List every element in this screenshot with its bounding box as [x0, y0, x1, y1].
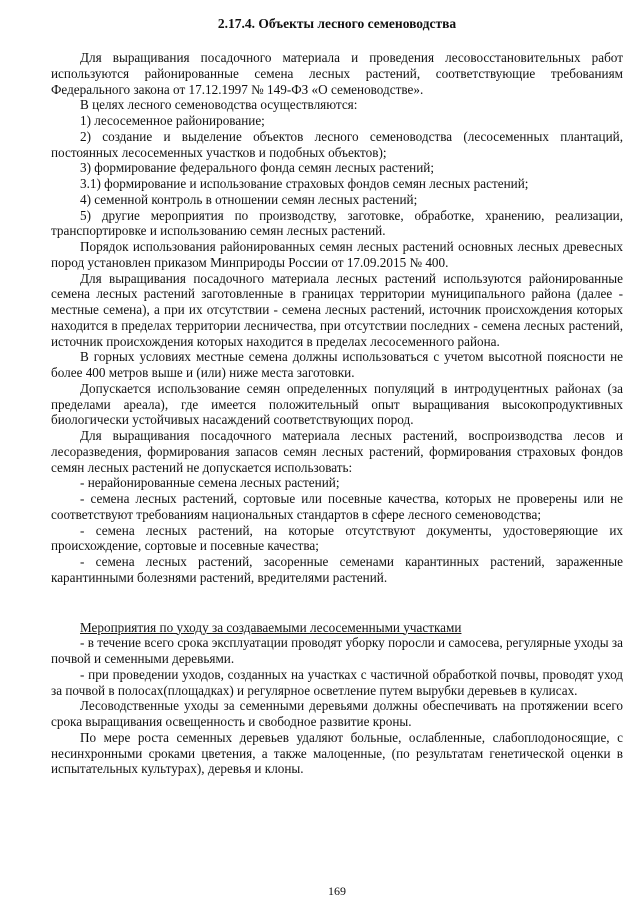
paragraph-group-seed-production: [51, 50, 623, 586]
list-item: - нерайонированные семена лесных растений;: [80, 475, 340, 491]
paragraph: Для выращивания посадочного материала и проведения лесовосстановительных работ используются районированные семена лесных растений, соответствующие требованиям Федерального закона от 17.12.1997 № 149-ФЗ «О семеноводстве».: [51, 50, 623, 97]
paragraph: Для выращивания посадочного материала лесных растений, воспроизводства лесов и лесоразведения, формирования запасов семян лесных растений, формирования страховых фондов семян лесных растений не допускается использовать:: [51, 428, 623, 475]
paragraph: В горных условиях местные семена должны использоваться с учетом высотной поясности не более 400 метров выше и (или) ниже места заготовки.: [51, 349, 623, 380]
section-heading: 2.17.4. Объекты лесного семеноводства: [217, 16, 457, 31]
subsection-heading-text: Мероприятия по уходу за создаваемыми лесосеменными участками: [80, 619, 462, 635]
list-item: - семена лесных растений, засоренные семенами карантинных растений, зараженные карантинными болезнями растений, вредителями растений.: [51, 554, 623, 585]
paragraph: По мере роста семенных деревьев удаляют больные, ослабленные, слабоплодоносящие, с несинхронными сроками цветения, а также малоценные, (по результатам генетической оценки в испытательных культурах), деревья и клоны.: [51, 729, 623, 777]
list-item: - в течение всего срока эксплуатации проводят уборку поросли и самосева, регулярные уходы за почвой и семенными деревьями.: [51, 635, 623, 666]
document-body: [51, 50, 623, 777]
subsection-heading: [51, 620, 623, 636]
list-item: 3.1) формирование и использование страховых фондов семян лесных растений;: [80, 176, 529, 191]
list-item: - семена лесных растений, на которые отсутствуют документы, удостоверяющие их происхождение, сортовые и посевные качества;: [51, 522, 623, 554]
paragraph: Для выращивания посадочного материала лесных растений используются районированные семена лесных растений заготовленные в границах территории муниципального района (далее - местные семена), а при их отсутствии - семена лесных растений, источник происхождения которых находится в пределах территории лесничества, при отсутствии последних - семена лесных растений, источник происхождения которых находится в пределах лесосеменного района.: [51, 270, 623, 349]
paragraph: Лесоводственные уходы за семенными деревьями должны обеспечивать на протяжении всего срока выращивания освещенность и свободное развитие кроны.: [51, 698, 623, 729]
section-spacer: [51, 586, 623, 620]
list-item: 3) формирование федерального фонда семян лесных растений;: [80, 160, 435, 176]
list-item: 1) лесосеменное районирование;: [80, 113, 265, 128]
page-number: 169: [328, 884, 346, 898]
list-item: - семена лесных растений, сортовые или посевные качества, которых не проверены или не соответствуют требованиям национальных стандартов в сфере лесного семеноводства;: [51, 491, 623, 522]
paragraph: Допускается использование семян определенных популяций в интродуцентных районах (за пределами ареала), где имеется положительный опыт выращивания высокопродуктивных биологически устойчивых насаждений соответствующих пород.: [51, 380, 623, 428]
paragraph: Порядок использования районированных семян лесных растений основных лесных древесных пород установлен приказом Минприроды России от 17.09.2015 № 400.: [51, 239, 623, 270]
paragraph-group-care-measures: [51, 635, 623, 777]
paragraph: В целях лесного семеноводства осуществляются:: [80, 97, 358, 113]
list-item: 4) семенной контроль в отношении семян лесных растений;: [80, 191, 418, 207]
list-item: 5) другие мероприятия по производству, заготовке, обработке, хранению, реализации, транспортировке и использованию семян лесных растений.: [51, 207, 623, 239]
list-item: 2) создание и выделение объектов лесного семеноводства (лесосеменных плантаций, постоянных лесосеменных участков и подобных объектов);: [51, 128, 623, 160]
list-item: - при проведении уходов, созданных на участках с частичной обработкой почвы, проводят уход за почвой в полосах(площадках) и регулярное осветление путем вырубки деревьев в кулисах.: [51, 666, 623, 698]
